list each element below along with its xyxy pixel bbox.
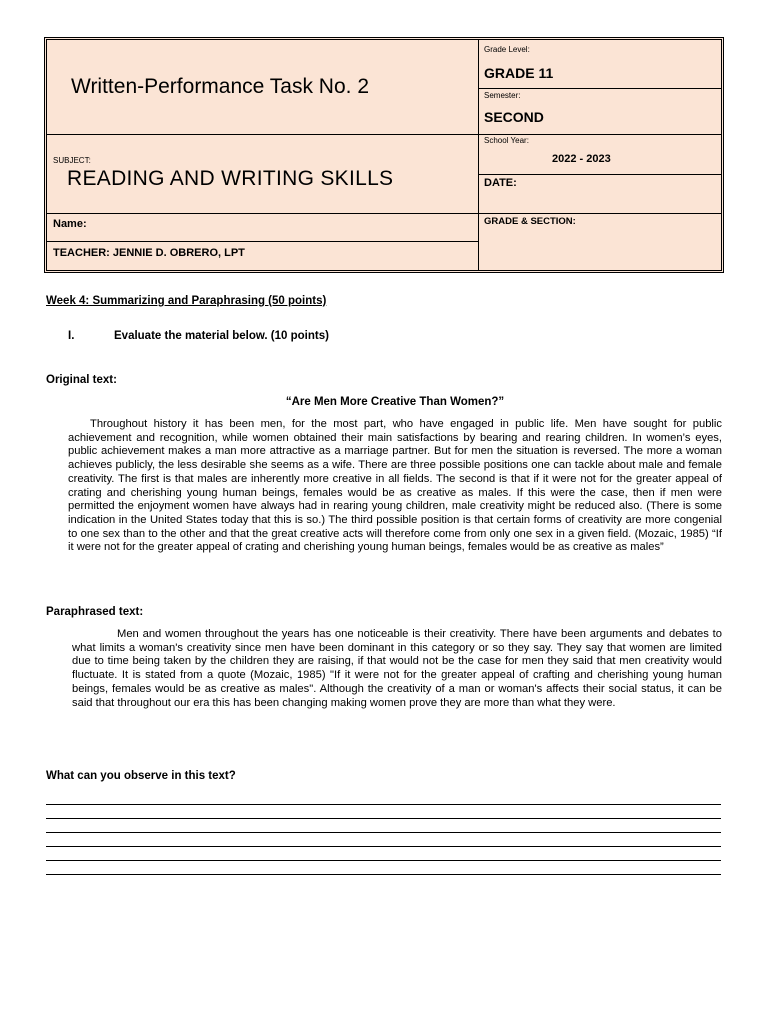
paraphrased-text: Men and women throughout the years has one noticeable is their creativity. There have been arguments and debates to what limits a woman's creativity since men have been dominant in this category or so they say. They say that women are limited due to time being taken by the children they are raising, if that would not be the case for men they said that men creativity would fluctuate. It is stated from a quote (Mozaic, 1985) "If it were not for the greater appeal of crafting and cherishing young human beings, females would be as creative as males". Although the creativity of a man or woman's affects their social status, it can be said that throughout our era this has been changing making women prove they are more than what they were. — [72, 628, 722, 709]
teacher-name: TEACHER: JENNIE D. OBRERO, LPT — [53, 247, 245, 259]
semester-value: SECOND — [484, 109, 544, 125]
original-text: Throughout history it has been men, for the most part, who have engaged in public life. Men have sought for public achievement and recognition, while women obtained their main satisfactions by bearing and rearing children. In women’s eyes, public achievement makes a man more attractive as a marriage partner. But for men the situation is reversed. The more a woman achieves publicly, the less desirable she seems as a wife. There are three possible positions one can tackle about male and female creativity. The first is that males are inherently more creative in all fields. The second is that if it were not for the greater appeal of crating and cherishing young human beings, females would be as creative as males. If this were the case, then if men were permitted the enjoyment women have always had in rearing young children, male creativity might be reduced also. (There is some indication in the United States today that this is so.) The third possible position is that certain forms of creativity are more congenial to one sex than to the other and that the great creative acts will therefore come from only one sex in a given field. (Mozaic, 1985) “If it were not for the greater appeal of crating and cherishing young human beings, females would be as creative as males” — [68, 418, 722, 554]
header-rule — [478, 213, 721, 214]
paraphrased-text-label: Paraphrased text: — [46, 606, 144, 618]
subject-value: READING AND WRITING SKILLS — [67, 167, 394, 190]
answer-line[interactable] — [46, 860, 721, 861]
school-year-value: 2022 - 2023 — [552, 153, 611, 165]
answer-line[interactable] — [46, 818, 721, 819]
header-rule — [478, 174, 721, 175]
answer-line[interactable] — [46, 874, 721, 875]
header-rule — [478, 134, 721, 135]
grade-level-label: Grade Level: — [484, 45, 530, 54]
header-rule — [47, 213, 478, 214]
name-label: Name: — [53, 218, 87, 230]
header-table — [44, 37, 724, 273]
header-rule — [47, 134, 478, 135]
grade-section-label: GRADE & SECTION: — [484, 216, 576, 227]
answer-line[interactable] — [46, 846, 721, 847]
item-number: I. — [68, 330, 75, 342]
semester-label: Semester: — [484, 91, 521, 100]
school-year-label: School Year: — [484, 136, 529, 145]
grade-level-value: GRADE 11 — [484, 65, 554, 81]
question: What can you observe in this text? — [46, 770, 236, 782]
header-rule — [47, 241, 478, 242]
answer-line[interactable] — [46, 804, 721, 805]
answer-line[interactable] — [46, 832, 721, 833]
task-title: Written-Performance Task No. 2 — [71, 75, 369, 98]
item-instruction: Evaluate the material below. (10 points) — [114, 330, 329, 342]
header-divider — [478, 40, 479, 270]
original-title: “Are Men More Creative Than Women?” — [285, 396, 505, 408]
original-text-label: Original text: — [46, 374, 117, 386]
date-label: DATE: — [484, 177, 517, 189]
subject-label: SUBJECT: — [53, 156, 91, 165]
header-rule — [478, 88, 721, 89]
week-heading: Week 4: Summarizing and Paraphrasing (50 points) — [46, 295, 327, 307]
